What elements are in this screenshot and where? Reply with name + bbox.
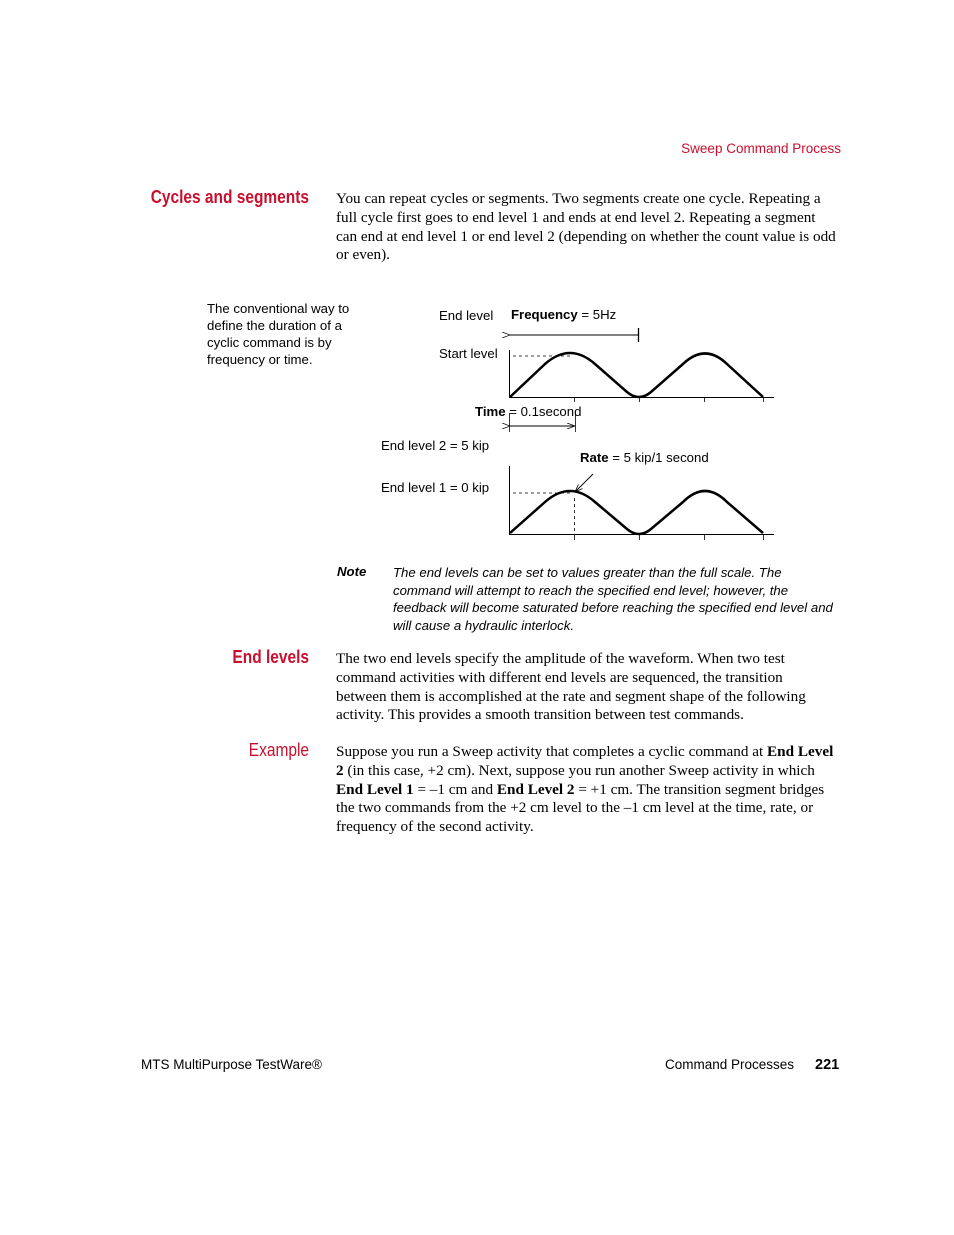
end-levels-paragraph: The two end levels specify the amplitude of the waveform. When two test command activities with different end levels are sequenced, the transition between them is accomplished at the rate and segment shape of the following activity. This provides a smooth transition between test commands.: [336, 650, 806, 724]
note-label: Note: [337, 564, 367, 579]
side-note: The conventional way to define the duration of a cyclic command is by frequency or time.: [207, 301, 350, 367]
running-header: Sweep Command Process: [681, 141, 841, 156]
diagram-label-end-level-1: End level 1 = 0 kip: [381, 480, 490, 495]
example-text-4: = +1 cm. The transition segment bridges the two commands from the +2 cm level to the –1 cm level at the time, rate, or frequency of the second activity.: [336, 780, 825, 836]
footer-product-name: MTS MultiPurpose TestWare®: [141, 1057, 322, 1072]
example-text-1: Suppose you run a Sweep activity that completes a cyclic command at: [336, 743, 768, 760]
rate-value: = 5 kip/1 second: [608, 450, 709, 465]
example-paragraph: [336, 743, 836, 837]
bottom-waveform-diagram: [509, 466, 774, 540]
top-waveform: [510, 353, 763, 397]
example-text-2: (in this case, +2 cm). Next, suppose you run another Sweep activity in which: [343, 761, 815, 779]
diagram-label-end-level-2: End level 2 = 5 kip: [381, 438, 490, 453]
section-heading-end-levels: End levels: [232, 647, 309, 667]
rate-pointer-arrow: [575, 474, 593, 492]
cycles-paragraph: You can repeat cycles or segments. Two segments create one cycle. Repeating a full cycle first goes to end level 1 and ends at end level 2. Repeating a segment can end at end level 1 or end level 2 (depending on whether the count value is odd or even).: [336, 190, 836, 264]
footer-chapter: Command Processes: [665, 1057, 795, 1072]
example-term-end-level-2: End Level 2: [336, 743, 834, 779]
example-term-end-level-2b: End Level 2: [496, 780, 575, 798]
page-number: 221: [815, 1057, 840, 1073]
time-value: = 0.1second: [505, 404, 582, 419]
top-waveform-diagram: [509, 328, 774, 432]
example-text-3: = –1 cm and: [413, 780, 497, 798]
frequency-value: = 5Hz: [577, 307, 617, 322]
diagram-label-end-level: End level: [439, 308, 494, 323]
rate-term: Rate: [580, 450, 609, 465]
section-heading-cycles: Cycles and segments: [150, 187, 309, 207]
bottom-waveform: [510, 491, 763, 534]
note-text: The end levels can be set to values greater than the full scale. The command will attempt to reach the specified end level; however, the feedback will become saturated before reaching the specified end level and will cause a hydraulic interlock.: [393, 565, 833, 633]
diagram-label-start-level: Start level: [439, 346, 498, 361]
section-heading-example: Example: [248, 740, 309, 760]
example-term-end-level-1: End Level 1: [336, 780, 414, 798]
frequency-term: Frequency: [511, 307, 578, 322]
time-term: Time: [475, 404, 506, 419]
